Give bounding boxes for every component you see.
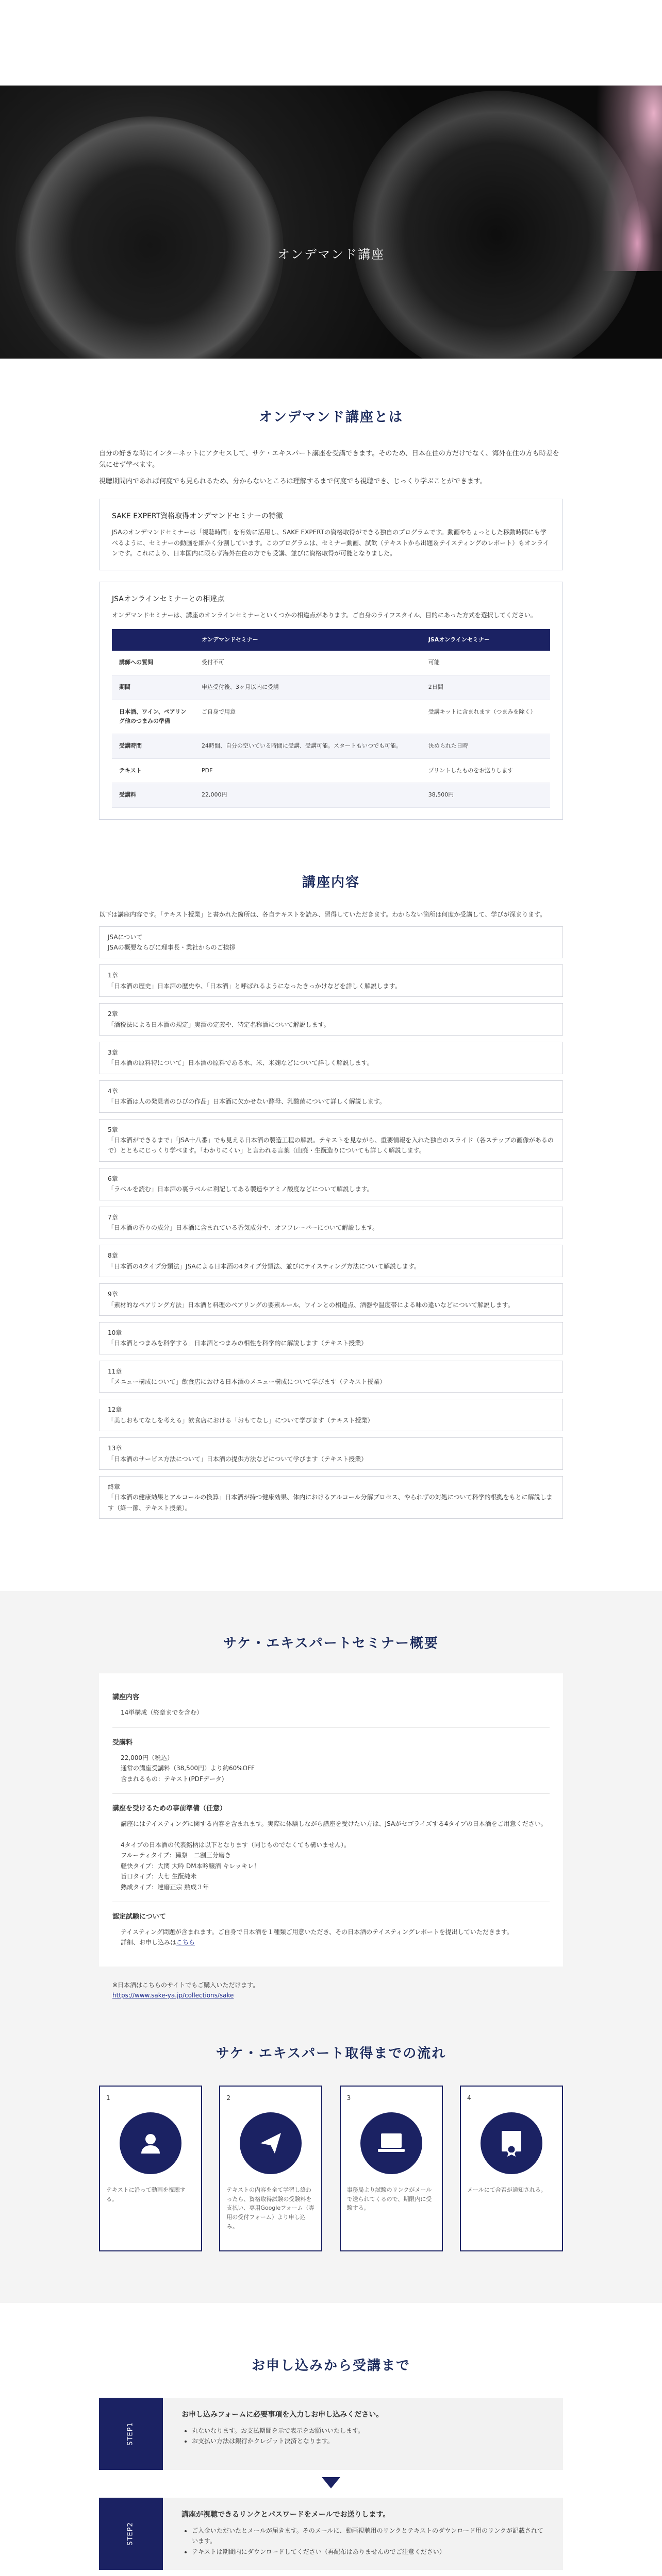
chapter-number: 2章: [108, 1010, 118, 1018]
chapter-text: 「メニュー構成について」飲食店における日本酒のメニュー構成について学びます（テキスト授業）: [108, 1378, 386, 1386]
chapter-item: [99, 1399, 563, 1431]
flower-image: [580, 86, 662, 271]
contents-lead: 以下は講座内容です。「テキスト授業」と書かれた箇所は、各自テキストを読み、習得していただきます。わからない箇所は何度か受講して、学びが深まります。: [99, 911, 547, 919]
flow-step-text: 事務局より試験のリンクがメールで送られてくるので、期限内に受験する。: [346, 2187, 432, 2212]
apply-step-list: [181, 2526, 544, 2557]
chapter-text: 「酒税法による日本酒の規定」実酒の定義や、特定名称酒について解説します。: [108, 1021, 330, 1028]
overview-item: [112, 1794, 550, 1902]
overview-item-body: [112, 1819, 550, 1892]
overview-item-body: [112, 1927, 550, 1948]
flow-steps: [99, 2086, 563, 2251]
chapter-text: 「日本酒の4タイプ分類法」JSAによる日本酒の4タイプ分類法、並びにテイスティング方法について解説します。: [108, 1262, 421, 1270]
chapter-number: 3章: [108, 1049, 118, 1057]
overview-box: [99, 1673, 563, 1966]
chapter-item: [99, 1119, 563, 1162]
flow-step-number: 4: [467, 2094, 471, 2102]
chapter-item: [99, 1437, 563, 1470]
chapter-item: [99, 1322, 563, 1354]
chapter-number: 6章: [108, 1175, 118, 1182]
certificate-icon: [481, 2112, 542, 2174]
compare-cell: 可能: [421, 651, 550, 675]
chapter-item: [99, 1476, 563, 1519]
chapter-text: 「素材的なペアリング方法」日本酒と料理のペアリングの要素ルール、ワインとの相違点、酒器や温度帯による味の違いなどについて解説します。: [108, 1301, 514, 1309]
compare-cell: 受講キットに含まれます（つまみを除く）: [421, 700, 550, 734]
hero-banner: [0, 86, 662, 359]
compare-cell: 38,500円: [421, 783, 550, 808]
overview-item-label: 講座内容: [112, 1693, 140, 1702]
chapter-text: 「美しおもてなしを考える」飲食店における「おもてなし」について学びます（テキスト授業）: [108, 1416, 374, 1424]
compare-box-text: オンデマンドセミナーは、講座のオンラインセミナーといくつかの相違点があります。ご自身のライフスタイル、目的にあった方式を選択してください。: [112, 612, 537, 619]
overview-item-label: 認定試験について: [112, 1912, 166, 1921]
chapter-item: [99, 1245, 563, 1277]
compare-cell: 受講料: [112, 783, 194, 808]
flow-section: [0, 2032, 662, 2303]
overview-title: サケ・エキスパートセミナー概要: [223, 1636, 439, 1652]
overview-note: [99, 1980, 563, 2001]
flow-step: [460, 2086, 563, 2251]
compare-table-row: [112, 783, 550, 808]
apply-step: [99, 2498, 563, 2570]
chapter-number: 5章: [108, 1126, 118, 1133]
sake-cup-image-left: [15, 116, 284, 359]
sake-shop-link[interactable]: https://www.sake-ya.jp/collections/sake: [112, 1992, 234, 1999]
compare-cell: 講師への質問: [112, 651, 194, 675]
apply-step-list-item: • ご入金いただいたとメールが届きます。そのメールに、動画視聴用のリンクとテキストのダウンロード用のリンクが記載されています。: [192, 2526, 544, 2547]
flow-step-number: 1: [106, 2094, 110, 2102]
overview-item-body: [112, 1753, 550, 1784]
compare-box-title: JSAオンラインセミナーとの相違点: [112, 595, 225, 604]
compare-cell: 24時間、自分の空いている時間に受講、受講可能。スタートもいつでも可能。: [194, 734, 421, 759]
chapter-item: [99, 926, 563, 959]
compare-table-row: [112, 700, 550, 734]
apply-step-title: 講座が視聴できるリンクとパスワードをメールでお送りします。: [181, 2511, 390, 2519]
apply-step: [99, 2398, 563, 2470]
compare-cell: 日本酒、ワイン、ペアリング他のつまみの準備: [112, 700, 194, 734]
flow-step: [340, 2086, 443, 2251]
chapter-number: 9章: [108, 1291, 118, 1298]
chapter-number: 11章: [108, 1367, 122, 1375]
contents-section: [99, 820, 563, 1519]
compare-table-row: [112, 758, 550, 783]
overview-section: [0, 1591, 662, 2031]
compare-cell: 2日間: [421, 675, 550, 700]
down-arrow-icon: [322, 2477, 340, 2488]
chapter-list: [99, 926, 563, 1519]
feature-box-text: JSAのオンデマンドセミナーは「視聴時間」を有効に活用し、SAKE EXPERTの資格取得ができる独自のプログラムです。動画やちょっとした移動時間にも学べるように、セミナーの動画を細かく分割しています。このプログラムは、セミナー動画、試飲（テキストから出題＆テイスティングのレポート）もオンラインです。これにより、日本国内に限らず海外在住の方でも受講、並びに資格取得が可能となりました。: [112, 529, 549, 557]
chapter-text: 「日本酒とつまみを科学する」日本酒とつまみの相性を科学的に解説します（テキスト授業）: [108, 1340, 368, 1347]
about-section: [99, 359, 563, 820]
compare-table-row: [112, 651, 550, 675]
laptop-icon: [360, 2112, 422, 2174]
chapter-text: 「日本酒のサービス方法について」日本酒の提供方法などについて学びます（テキスト授業）: [108, 1455, 368, 1463]
chapter-text: 「日本酒ができるまで」「JSA十八番」でも見える日本酒の製造工程の解説。テキストを見ながら、重要情報を入れた独自のスライド（各ステップの画像があるので）とともにじっくり学べます。「わかりにくい」と言われる言葉（山廃・生酛造りについても詳しく解説します。: [108, 1137, 554, 1155]
chapter-number: 10章: [108, 1329, 122, 1336]
chapter-item: [99, 1003, 563, 1036]
overview-item-body: [112, 1707, 550, 1718]
compare-cell: プリントしたものをお送りします: [421, 758, 550, 783]
overview-item: [112, 1902, 550, 1957]
compare-cell: ご自身で用意: [194, 700, 421, 734]
apply-step-content: [163, 2398, 563, 2470]
compare-cell: テキスト: [112, 758, 194, 783]
compare-table-row: [112, 734, 550, 759]
apply-step-content: [163, 2498, 563, 2570]
compare-cell: 決められた日時: [421, 734, 550, 759]
chapter-number: 4章: [108, 1087, 118, 1095]
flow-step: [219, 2086, 322, 2251]
compare-table-row: [112, 675, 550, 700]
overview-item: [112, 1683, 550, 1727]
about-title: オンデマンド講座とは: [258, 410, 403, 425]
chapter-text: JSAの概要ならびに理事長・業社からのご挨拶: [108, 944, 236, 952]
chapter-number: JSAについて: [108, 933, 143, 941]
chapter-text: 「日本酒の香りの成分」日本酒に含まれている香気成分や、オフフレーバーについて解説します。: [108, 1224, 379, 1231]
chapter-text: 「日本酒は人の発見者のひびの作品」日本酒に欠かせない酵母、乳酸菌について詳しく解説します。: [108, 1098, 386, 1106]
flow-step-text: テキストの内容を全て学習し終わったら、資格取得試験の受験料を支払い、専用Googleフォーム（専用の受付フォーム）より申し込み。: [226, 2187, 315, 2230]
apply-title: お申し込みから受講まで: [251, 2358, 410, 2374]
apply-step-list-item: • 丸ないなります。お支払期間を示で表示をお願いいたします。: [192, 2426, 544, 2436]
flow-step-number: 2: [226, 2094, 230, 2102]
apply-step-tag-label: STEP1: [126, 2422, 135, 2446]
compare-header-cell: [112, 629, 194, 651]
apply-step-title: お申し込みフォームに必要事項を入力しお申し込みください。: [181, 2411, 384, 2419]
chapter-number: 終章: [108, 1483, 121, 1491]
compare-header-cell: オンデマンドセミナー: [194, 629, 421, 651]
overview-note-text: ※日本酒はこちらのサイトでもご購入いただけます。: [112, 1981, 259, 1989]
overview-item-label: 講座を受けるための事前準備（任意）: [112, 1805, 227, 1813]
compare-cell: 22,000円: [194, 783, 421, 808]
feature-box: [99, 499, 563, 570]
flow-step-text: テキストに沿って動画を視聴する。: [106, 2187, 186, 2202]
chapter-item: [99, 1283, 563, 1316]
apply-step-list-item: • テキストは期間内にダウンロードしてください（再配布はありませんのでご注意ください）: [192, 2547, 544, 2557]
exam-apply-link[interactable]: こちら: [176, 1939, 195, 1946]
chapter-number: 13章: [108, 1445, 122, 1452]
chapter-item: [99, 1168, 563, 1200]
chapter-text: 「日本酒の健康効果とアルコールの換算」日本酒が持つ健康効果、体内におけるアルコール分解プロセス、やられずの対処について科学的根拠をもとに解説します（終一節、テキスト授業）。: [108, 1494, 553, 1512]
chapter-number: 7章: [108, 1213, 118, 1221]
apply-step-tag: [99, 2398, 163, 2470]
overview-item-text: 14単構成（終章までを含む）: [121, 1709, 203, 1717]
about-lead-paragraph: 視聴期間内であれば何度でも見られるため、分からないところは理解するまで何度でも視聴でき、じっくり学ぶことができます。: [99, 478, 487, 486]
compare-cell: PDF: [194, 758, 421, 783]
flow-title: サケ・エキスパート取得までの流れ: [216, 2045, 446, 2061]
overview-item: [112, 1728, 550, 1794]
chapter-text: 「ラベルを読む」日本酒の裏ラベルに利記してある製造やアミノ酸度などについて解説します。: [108, 1185, 373, 1193]
apply-step-tag-label: STEP2: [126, 2522, 135, 2546]
hero-title: オンデマンド講座: [277, 247, 385, 262]
compare-cell: 申込受付後、3ヶ月以内に受講: [194, 675, 421, 700]
chapter-number: 1章: [108, 972, 118, 979]
compare-cell: 期間: [112, 675, 194, 700]
chapter-item: [99, 1080, 563, 1113]
flow-step-text: メールにて合否が通知される。: [467, 2187, 547, 2194]
compare-table: [112, 629, 550, 808]
person-icon: [120, 2112, 181, 2174]
overview-item-text: 22,000円（税込） 通常の講座受講料（38,500円）より約60%OFF 含まれるもの：テキスト(PDFデータ): [121, 1754, 255, 1783]
chapter-number: 8章: [108, 1252, 118, 1260]
overview-item-label: 受講料: [112, 1738, 133, 1747]
contents-title: 講座内容: [302, 875, 360, 891]
apply-step-tag: [99, 2498, 163, 2570]
compare-cell: 受付不可: [194, 651, 421, 675]
compare-table-header: [112, 629, 550, 651]
about-lead-paragraph: 自分の好きな時にインターネットにアクセスして、サケ・エキスパート講座を受講できます。そのため、日本在住の方だけでなく、海外在住の方も時差を気にせず学べます。: [99, 450, 559, 469]
chapter-item: [99, 1361, 563, 1393]
chapter-number: 12章: [108, 1406, 122, 1414]
flow-step: [99, 2086, 202, 2251]
apply-step-list: [181, 2426, 544, 2447]
apply-step-list-item: • お支払い方法は銀行かクレジット決済となります。: [192, 2436, 544, 2446]
chapter-item: [99, 1207, 563, 1239]
compare-box: [99, 582, 563, 820]
apply-section: [99, 2303, 563, 2576]
chapter-item: [99, 1042, 563, 1074]
chapter-item: [99, 964, 563, 997]
overview-item-text: テイスティング問題が含まれます。ご自身で日本酒を１種類ご用意いただき、その日本酒のテイスティングレポートを提出していただきます。 詳細、お申し込みは: [121, 1928, 513, 1946]
compare-header-cell: JSAオンラインセミナー: [421, 629, 550, 651]
overview-item-text: 講座にはテイスティングに関する内容を含まれます。実際に体験しながら講座を受けたい方は、JSAがセゴライズする4タイプの日本酒をご用意ください。 4タイプの日本酒の代表銘柄は以下となります（同じものでなくても構いません）。 フルーティタイプ：獺祭 二割三分磨き 軽快タイプ：大関 大吟 DM本吟醸酒 キレッキレ！ 旨口タイプ：大七 生酛純米 熟成タイプ：達磨正宗 熟成３年: [121, 1820, 547, 1891]
about-lead: [99, 448, 563, 487]
flow-step-number: 3: [346, 2094, 351, 2102]
feature-box-title: SAKE EXPERT資格取得オンデマンドセミナーの特徴: [112, 512, 283, 521]
compare-cell: 受講時間: [112, 734, 194, 759]
chapter-text: 「日本酒の原料特について」日本酒の原料である水、米、米麹などについて詳しく解説します。: [108, 1059, 373, 1067]
send-icon: [240, 2112, 302, 2174]
chapter-text: 「日本酒の歴史」日本酒の歴史や、「日本酒」と呼ばれるようになったきっかけなどを詳しく解説します。: [108, 982, 401, 990]
apply-steps: [99, 2398, 563, 2576]
